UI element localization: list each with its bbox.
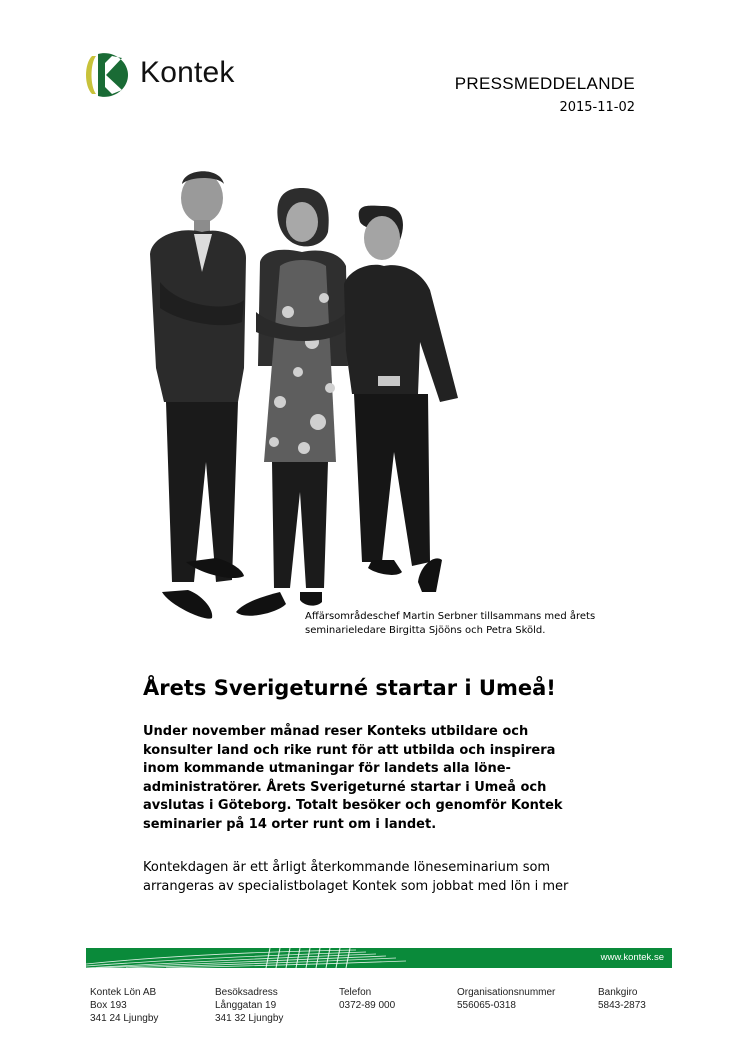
person-woman-middle-figure <box>236 188 348 616</box>
document-type: PRESSMEDDELANDE <box>454 74 635 93</box>
article-body <box>143 859 613 896</box>
company-box: Box 193 <box>90 1000 127 1011</box>
document-date: 2015-11-02 <box>559 100 635 115</box>
footer-bankgiro <box>598 986 646 1012</box>
lead-line: Under november månad reser Konteks utbildare och <box>143 724 529 739</box>
phone-value: 0372-89 000 <box>339 1000 396 1011</box>
lead-line: avslutas i Göteborg. Totalt besöker och genomför Kontek <box>143 798 563 813</box>
visit-postal: 341 32 Ljungby <box>215 1013 284 1024</box>
footer-green-bar <box>86 948 672 968</box>
phone-label: Telefon <box>339 987 372 998</box>
lead-line: inom kommande utmaningar för landets alla löne- <box>143 761 511 776</box>
body-line: arrangeras av specialistbolaget Kontek som jobbat med lön i mer <box>143 878 569 894</box>
bank-label: Bankgiro <box>598 987 638 998</box>
company-name: Kontek Lön AB <box>90 987 157 998</box>
kontek-logo-mark-icon <box>82 50 134 100</box>
person-woman-right-figure <box>344 206 458 592</box>
visit-label: Besöksadress <box>215 987 278 998</box>
caption-line: seminarieledare Birgitta Sjööns och Petra Sköld. <box>305 625 546 636</box>
lead-line: administratörer. Årets Sverigeturné startar i Umeå och <box>143 779 547 795</box>
company-postal: 341 24 Ljungby <box>90 1013 159 1024</box>
person-man-figure <box>150 171 246 618</box>
footer-phone <box>339 986 395 1012</box>
bank-value: 5843-2873 <box>598 1000 646 1011</box>
article-lead <box>143 723 613 834</box>
lead-line: konsulter land och rike runt för att utbilda och inspirera <box>143 742 556 758</box>
footer-org-number <box>457 986 555 1012</box>
org-label: Organisationsnummer <box>457 987 556 998</box>
photo-caption <box>305 610 635 638</box>
article-headline: Årets Sverigeturné startar i Umeå! <box>143 676 556 700</box>
kontek-logo <box>82 50 252 100</box>
footer-company <box>90 986 158 1025</box>
footer-visit-address <box>215 986 283 1025</box>
logo-wordmark: Kontek <box>140 56 235 89</box>
team-photo <box>140 162 470 632</box>
body-line: Kontekdagen är ett årligt återkommande löneseminarium som <box>143 860 551 875</box>
caption-line: Affärsområdeschef Martin Serbner tillsammans med årets <box>305 611 596 622</box>
visit-street: Långgatan 19 <box>215 1000 277 1011</box>
website-link[interactable]: www.kontek.se <box>600 952 664 963</box>
wave-pattern-icon <box>86 948 672 968</box>
lead-line: seminarier på 14 orter runt om i landet. <box>143 816 437 832</box>
org-value: 556065-0318 <box>457 1000 516 1011</box>
